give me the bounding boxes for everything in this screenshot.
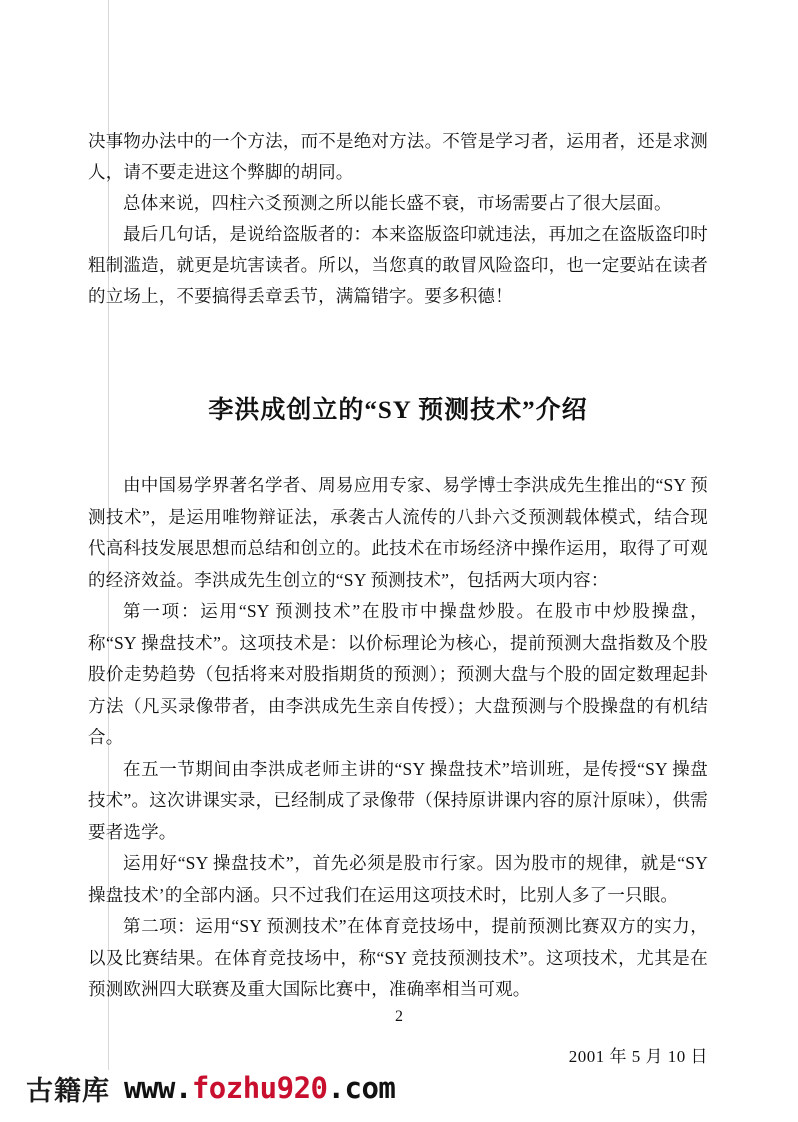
- footer-watermark: [26, 1068, 786, 1108]
- paragraph-intro-2: 总体来说，四柱六爻预测之所以能长盛不衰，市场需要占了很大层面。: [123, 193, 672, 213]
- paragraph-body-1: 由中国易学界著名学者、周易应用专家、易学博士李洪成先生推出的“SY 预测技术”，是运用唯物辩证法，承袭古人流传的八卦六爻预测载体模式，结合现代高科技发展思想而总结和创立的。此技术在市场经济中操作运用，取得了可观的经济效益。李洪成先生创立的“SY 预测技术”，包括两大项内容：: [88, 475, 708, 590]
- url-prefix: www.: [124, 1071, 192, 1105]
- paragraph-body-2: 第一项：运用“SY 预测技术”在股市中操盘炒股。在股市中炒股操盘，称“SY 操盘技术”。这项技术是：以价标理论为核心，提前预测大盘指数及个股股价走势趋势（包括将来对股指期货的预测）；预测大盘与个股的固定数理起卦方法（凡买录像带者，由李洪成先生亲自传授）；大盘预测与个股操盘的有机结合。: [88, 601, 708, 747]
- url-main: fozhu920: [191, 1071, 328, 1105]
- body-block: [88, 470, 708, 1006]
- section-title: 李洪成创立的“SY 预测技术”介绍: [208, 397, 588, 424]
- url-suffix: .com: [327, 1071, 396, 1105]
- site-url-label: [124, 1071, 395, 1105]
- page-top-edge: [0, 0, 798, 3]
- paragraph-body-5: 第二项：运用“SY 预测技术”在体育竞技场中，提前预测比赛双方的实力，以及比赛结果。在体育竞技场中，称“SY 竞技预测技术”。这项技术，尤其是在预测欧洲四大联赛及重大国际比赛中，准确率相当可观。: [88, 916, 708, 999]
- site-name-label: 古籍库: [26, 1075, 110, 1106]
- page-number: 2: [395, 1008, 403, 1025]
- date-line: 2001 年 5 月 10 日: [568, 1046, 708, 1066]
- paragraph-body-3: 在五一节期间由李洪成老师主讲的“SY 操盘技术”培训班，是传授“SY 操盘技术”。这次讲课实录，已经制成了录像带（保持原讲课内容的原汁原味），供需要者选学。: [88, 758, 708, 842]
- page-content: [88, 126, 708, 1067]
- paragraph-body-4: 运用好“SY 操盘技术”，首先必须是股市行家。因为股市的规律，就是“SY 操盘技术’的全部内涵。只不过我们在运用这项技术时，比别人多了一只眼。: [88, 853, 708, 905]
- paragraph-intro-3: 最后几句话，是说给盗版者的：本来盗版盗印就违法，再加之在盗版盗印时粗制滥造，就更是坑害读者。所以，当您真的敢冒风险盗印，也一定要站在读者的立场上，不要搞得丢章丢节，满篇错字。要多积德！: [88, 224, 708, 306]
- paragraph-intro-1: 决事物办法中的一个方法，而不是绝对方法。不管是学习者，运用者，还是求测人，请不要走进这个弊脚的胡同。: [88, 131, 708, 182]
